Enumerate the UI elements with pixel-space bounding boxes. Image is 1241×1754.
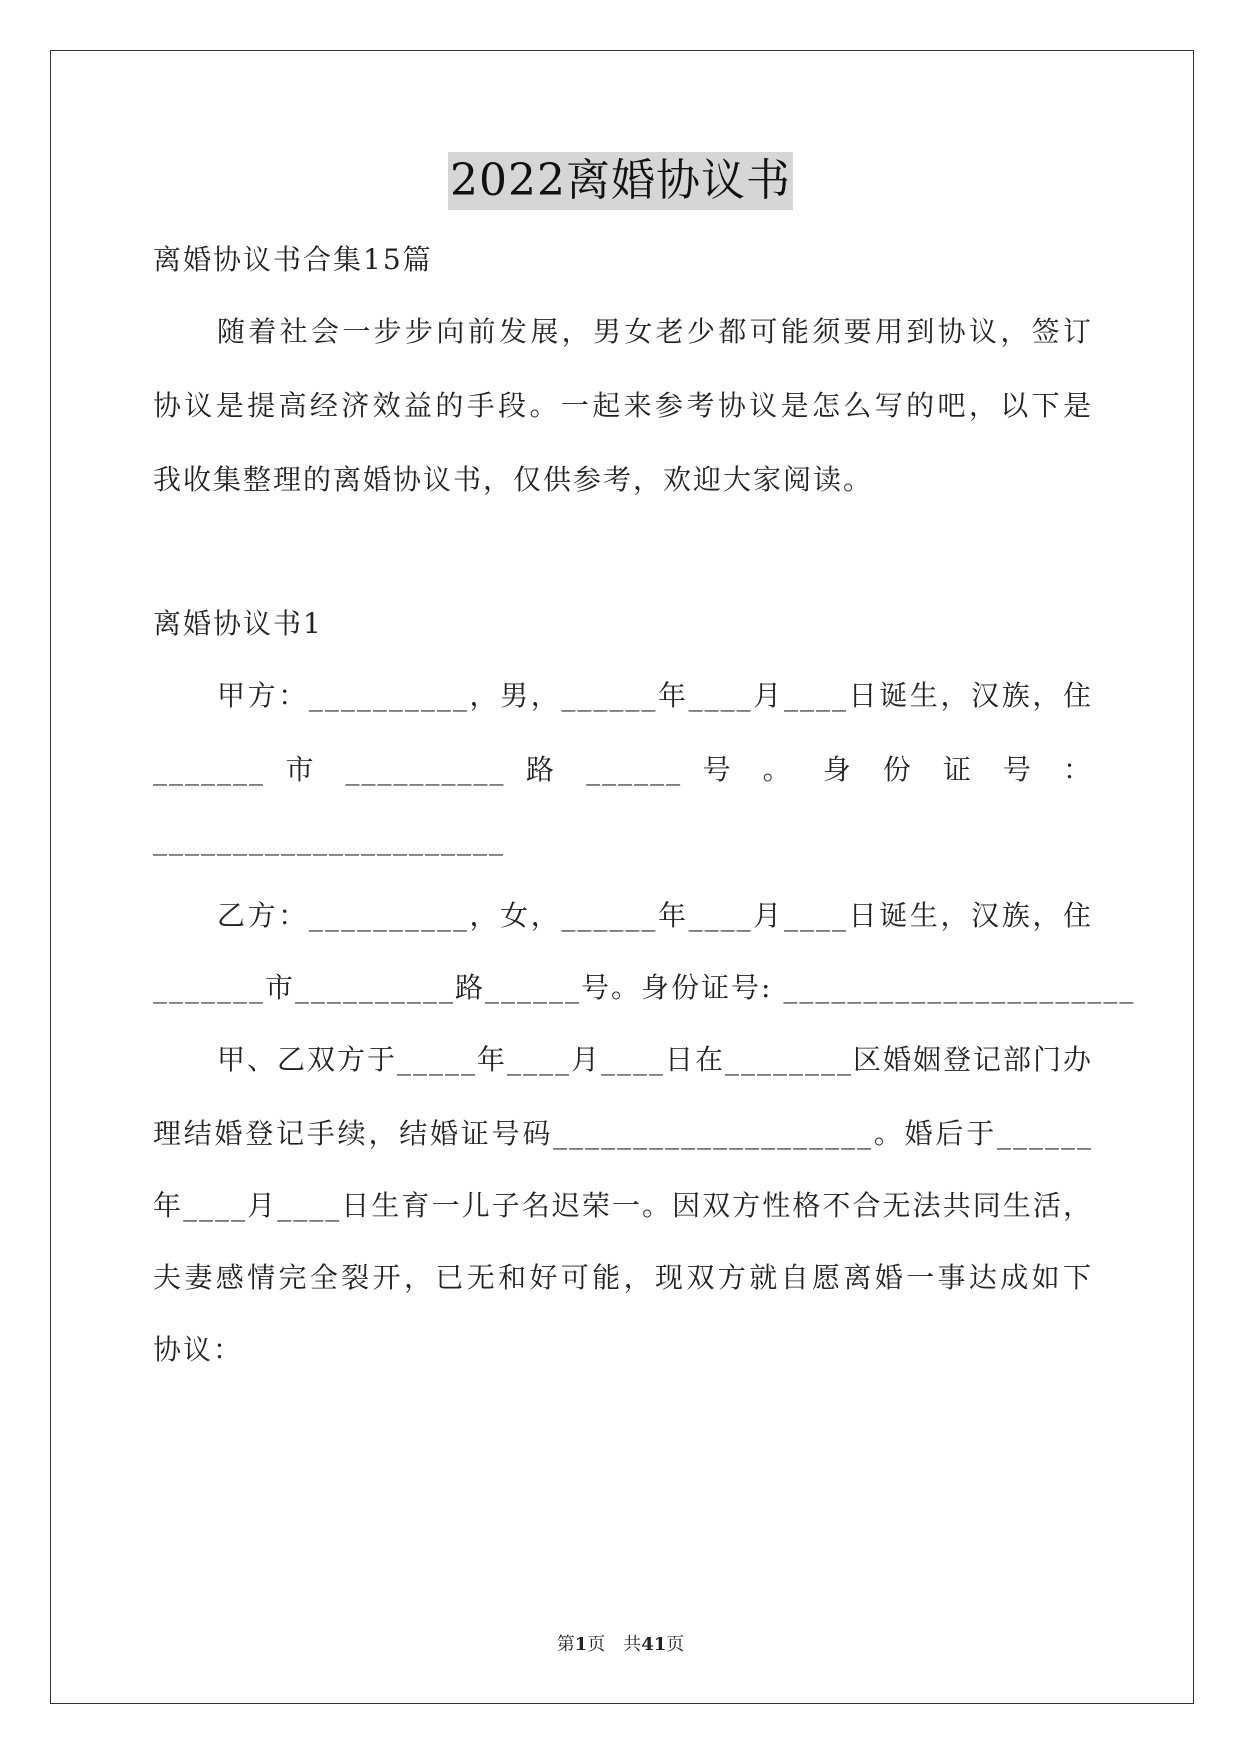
party-a-line-2: _______ 市 __________ 路 ______ 号 。 身 份 证 号 ： xyxy=(153,753,1093,786)
party-b-line-1: 乙方：__________，女，______年____月____日诞生，汉族，住 xyxy=(217,899,1093,932)
page-border xyxy=(50,50,1194,1704)
total-suffix: 页 xyxy=(666,1634,685,1655)
total-pages: 41 xyxy=(641,1634,667,1655)
party-b-line-2: _______市__________路______号。身份证号: ______________________ xyxy=(153,971,1136,1004)
page-footer xyxy=(0,1630,1241,1656)
party-a-line-1: 甲方：__________，男，______年____月____日诞生，汉族，住 xyxy=(217,679,1093,712)
title-container xyxy=(0,152,1241,210)
page-number: 1 xyxy=(574,1634,588,1655)
subtitle: 离婚协议书合集15篇 xyxy=(153,243,433,276)
total-prefix: 共 xyxy=(623,1634,642,1655)
section-heading: 离婚协议书1 xyxy=(153,607,323,640)
marriage-line-3: 年____月____日生育一儿子名迟荣一。因双方性格不合无法共同生活， xyxy=(153,1189,1093,1222)
page-suffix: 页 xyxy=(587,1634,606,1655)
marriage-line-4: 夫妻感情完全裂开，已无和好可能，现双方就自愿离婚一事达成如下 xyxy=(153,1261,1093,1294)
intro-line-3: 我收集整理的离婚协议书，仅供参考，欢迎大家阅读。 xyxy=(153,463,874,496)
marriage-line-1: 甲、乙双方于_____年____月____日在________区婚姻登记部门办 xyxy=(217,1043,1094,1076)
marriage-line-5: 协议： xyxy=(153,1333,244,1366)
document-title: 2022离婚协议书 xyxy=(448,152,793,210)
marriage-line-2: 理结婚登记手续，结婚证号码____________________。婚后于______ xyxy=(153,1117,1093,1150)
intro-line-1: 随着社会一步步向前发展，男女老少都可能须要用到协议，签订 xyxy=(217,315,1093,348)
party-a-line-3: ______________________ xyxy=(153,823,505,856)
page-prefix: 第 xyxy=(556,1634,575,1655)
intro-line-2: 协议是提高经济效益的手段。一起来参考协议是怎么写的吧，以下是 xyxy=(153,389,1093,422)
